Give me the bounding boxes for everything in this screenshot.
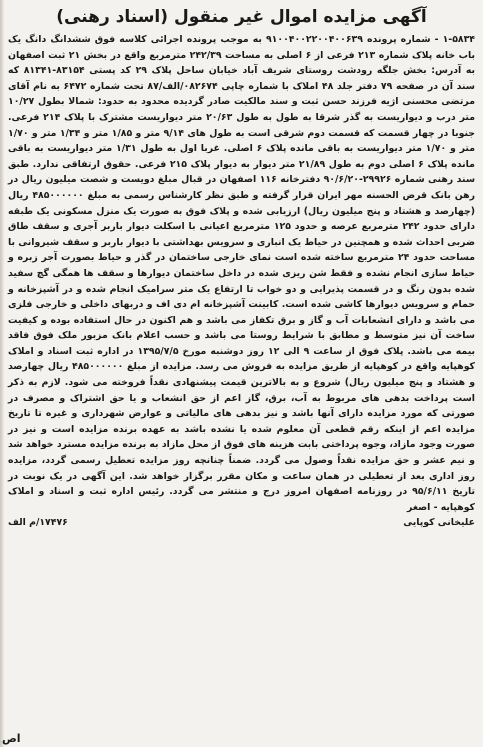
notice-title: آگهی مزایده اموال غیر منقول (اسناد رهنی): [56, 7, 427, 27]
notice-reference: ۱۷۴۷۶/م الف: [8, 517, 68, 529]
notice-footer: [8, 515, 475, 531]
paper-edge: [0, 0, 4, 747]
clipping-corner-mark: اص: [2, 732, 21, 745]
notice-body: [8, 32, 475, 515]
notice-header: [8, 4, 475, 30]
notice-body-text: ۱-۵۸۳۴ - شماره پرونده ۹۱۰۰۴۰۰۲۲۰۰۴۰۰۶۳۹ به موجب پرونده اجرائی کلاسه فوق ششدانگ دانگ یک باب خانه پلاک شماره ۲۱۳ فرعی از ۶ اصلی به مساحت ۲۴۲/۳۹ مترمربع واقع در بخش ۲۱ ثبت اصفهان به آدرس: بخش جلگه رودشت روستای شریف آباد خیابان ساحل پلاک ۲۹ کد پستی ۸۳۱۵۴-۸۱۳۴۱ که سند آن در صفحه ۷۹ دفتر جلد ۴۸ املاک با شماره چاپی ۰۸۲۶۷۴/الف/۸۷ تحت شماره ۶۴۷۲ به نام آقای مرتضی محسنی اژیه فرزند حسن ثبت و سند مالکیت صادر گردیده محدود به حدود: شمالا بطول ۱۰/۲۷ متر درب و دیواریست به گذر شرقا به طول به طول ۲۰/۶۳ متر دیواریست مشترک با پلاک ۲۱۴ فرعی. جنوبا در چهار قسمت که قسمت دوم شرقی است به طول های ۹/۱۴ متر و ۱/۸۵ متر و ۱/۳۴ متر و ۱/۷۰ متر و ۱/۷۰ متر دیواریست به باقی مانده پلاک ۶ اصلی. غربا اول به طول ۱/۳۱ متر دیواریست به باقی مانده پلاک ۶ اصلی دوم به طول ۲۱/۸۹ متر دیوار به دیوار پلاک ۲۱۵ فرعی. حقوق ارتفاقی ندارد. طبق سند رهنی شماره ۲۹۹۲۶-۹۰/۶/۲۰ دفترخانه ۱۱۶ اصفهان در قبال مبلغ دویست و شصت میلیون ریال در رهن بانک قرض الحسنه مهر ایران قرار گرفته و طبق نظر کارشناس رسمی به مبلغ ۴۸۵۰۰۰۰۰۰ ریال (چهارصد و هشتاد و پنج میلیون ریال) ارزیابی شده و پلاک فوق به صورت یک منزل مسکونی یک طبقه دارای حدود ۲۴۲ مترمربع عرصه و حدود ۱۲۵ مترمربع اعیانی با اسکلت دیوار باربر آجری و سقف طاق ضربی احداث شده و همچنین در حیاط یک انباری و سرویس بهداشتی با دیوار باربر و سقف شیروانی با مساحت حدود ۲۴ مترمربع ساخته شده است نمای خارجی ساختمان در گذر و حیاط بصورت آجر زبره و حیاط سازی انجام نشده و فقط شن ریزی شده در داخل ساختمان دیوارها و سقف ها همگی گچ سفید شده بدون رنگ و در قسمت پذیرایی و دو خواب تا ارتفاع یک متر سرامیک انجام شده و در آشپزخانه و حمام و سرویس دیوارها کاشی شده است. کابینت آشپزخانه ام دی اف و دربهای داخلی و خارجی فلزی می باشد و دارای انشعابات آب و گاز و برق تکفاز می باشد و هم اکنون در حال استفاده بوده و کیفیت ساخت آن نیز متوسط و مطابق با شرایط روستا می باشد و حسب اعلام بانک مزبور ملک فوق فاقد بیمه می باشد. پلاک فوق از ساعت ۹ الی ۱۲ روز دوشنبه مورخ ۱۳۹۵/۷/۵ در اداره ثبت اسناد و املاک کوهپایه واقع در کوهپایه از طریق مزایده به فروش می رسد. مزایده از مبلغ ۴۸۵۰۰۰۰۰۰ ریال چهارصد و هشتاد و پنج میلیون ریال) شروع و به بالاترین قیمت پیشنهادی نقداً فروخته می شود. لازم به ذکر است پرداخت بدهی های مربوط به آب، برق، گاز اعم از حق انشعاب و یا حق اشتراک و مصرف در صورتی که مورد مزایده دارای آنها باشد و نیز بدهی های مالیاتی و عوارض شهرداری و غیره تا تاریخ مزایده اعم از اینکه رقم قطعی آن معلوم شده یا نشده باشد به عهده برنده مزایده است و نیز در صورت وجود مازاد، وجوه پرداختی بابت هزینه های فوق از محل مازاد به برنده مزایده مسترد خواهد شد و نیم عشر و حق مزایده نقداً وصول می گردد. ضمناً چنانچه روز مزایده تعطیل رسمی گردد، مزایده روز اداری بعد از تعطیلی در همان ساعت و مکان مقرر برگزار خواهد شد. این آگهی در یک نوبت در تاریخ ۹۵/۶/۱۱ در روزنامه اصفهان امروز درج و منتشر می گردد. رئیس اداره ثبت و اسناد و املاک کوهپایه - اصغر: [8, 34, 476, 513]
notice-signature: علیخانی کوپایی: [403, 517, 475, 529]
